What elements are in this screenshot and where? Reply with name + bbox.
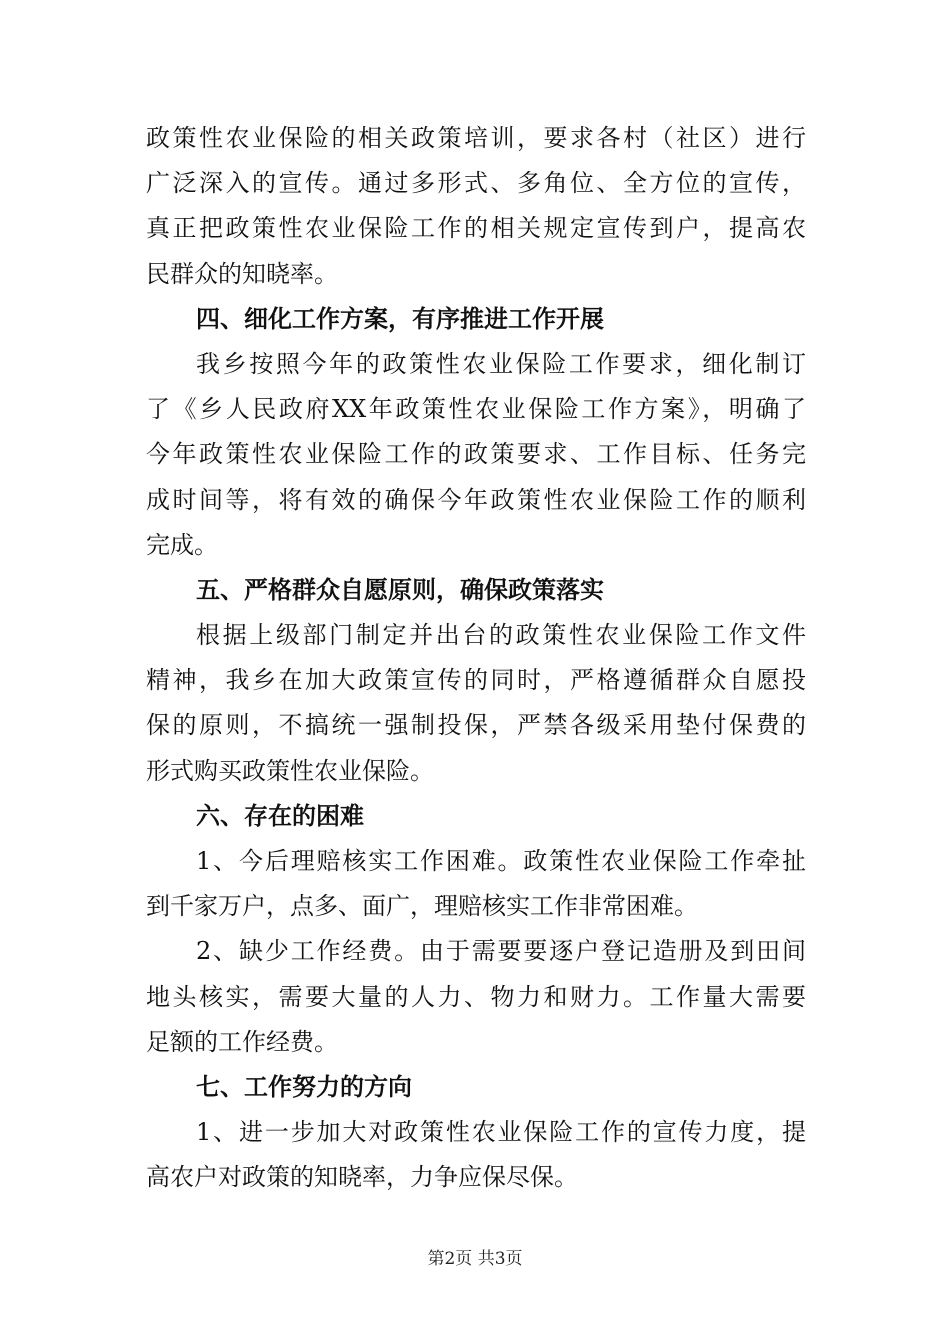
section-heading: 六、存在的困难	[196, 801, 364, 830]
paragraph-line: 2、缺少工作经费。由于需要要逐户登记造册及到田间	[196, 937, 806, 966]
paragraph-line: 到千家万户，点多、面广，理赔核实工作非常困难。	[146, 892, 698, 921]
paragraph-line: 广泛深入的宣传。通过多形式、多角位、全方位的宣传，	[146, 169, 806, 198]
paragraph-line: 地头核实，需要大量的人力、物力和财力。工作量大需要	[146, 982, 806, 1011]
paragraph-line: 完成。	[146, 530, 218, 559]
paragraph-line: 政策性农业保险的相关政策培训，要求各村（社区）进行	[146, 124, 806, 152]
paragraph-line: 民群众的知晓率。	[146, 259, 338, 288]
paragraph-line: 足额的工作经费。	[146, 1027, 338, 1056]
section-heading: 四、细化工作方案，有序推进工作开展	[196, 304, 604, 333]
paragraph-line: 形式购买政策性农业保险。	[146, 756, 434, 785]
paragraph-line: 今年政策性农业保险工作的政策要求、工作目标、任务完	[146, 440, 806, 469]
paragraph-line: 我乡按照今年的政策性农业保险工作要求，细化制订	[196, 349, 806, 378]
paragraph-line: 成时间等，将有效的确保今年政策性农业保险工作的顺利	[146, 485, 806, 514]
paragraph-line: 精神，我乡在加大政策宣传的同时，严格遵循群众自愿投	[146, 666, 806, 695]
paragraph-line: 1、今后理赔核实工作困难。政策性农业保险工作牵扯	[196, 847, 806, 875]
paragraph-line: 保的原则，不搞统一强制投保，严禁各级采用垫付保费的	[146, 711, 806, 740]
section-heading: 五、严格群众自愿原则，确保政策落实	[196, 575, 604, 604]
section-heading: 七、工作努力的方向	[196, 1072, 412, 1101]
paragraph-line: 1、进一步加大对政策性农业保险工作的宣传力度，提	[196, 1118, 806, 1147]
page-footer: 第2页 共3页	[427, 1249, 523, 1269]
paragraph-line: 真正把政策性农业保险工作的相关规定宣传到户，提高农	[146, 214, 806, 243]
paragraph-line: 了《乡人民政府XX年政策性农业保险工作方案》，明确了	[146, 395, 806, 424]
paragraph-line: 高农户对政策的知晓率，力争应保尽保。	[146, 1163, 578, 1192]
document-body	[146, 116, 806, 1201]
paragraph-line: 根据上级部门制定并出台的政策性农业保险工作文件	[196, 621, 806, 650]
